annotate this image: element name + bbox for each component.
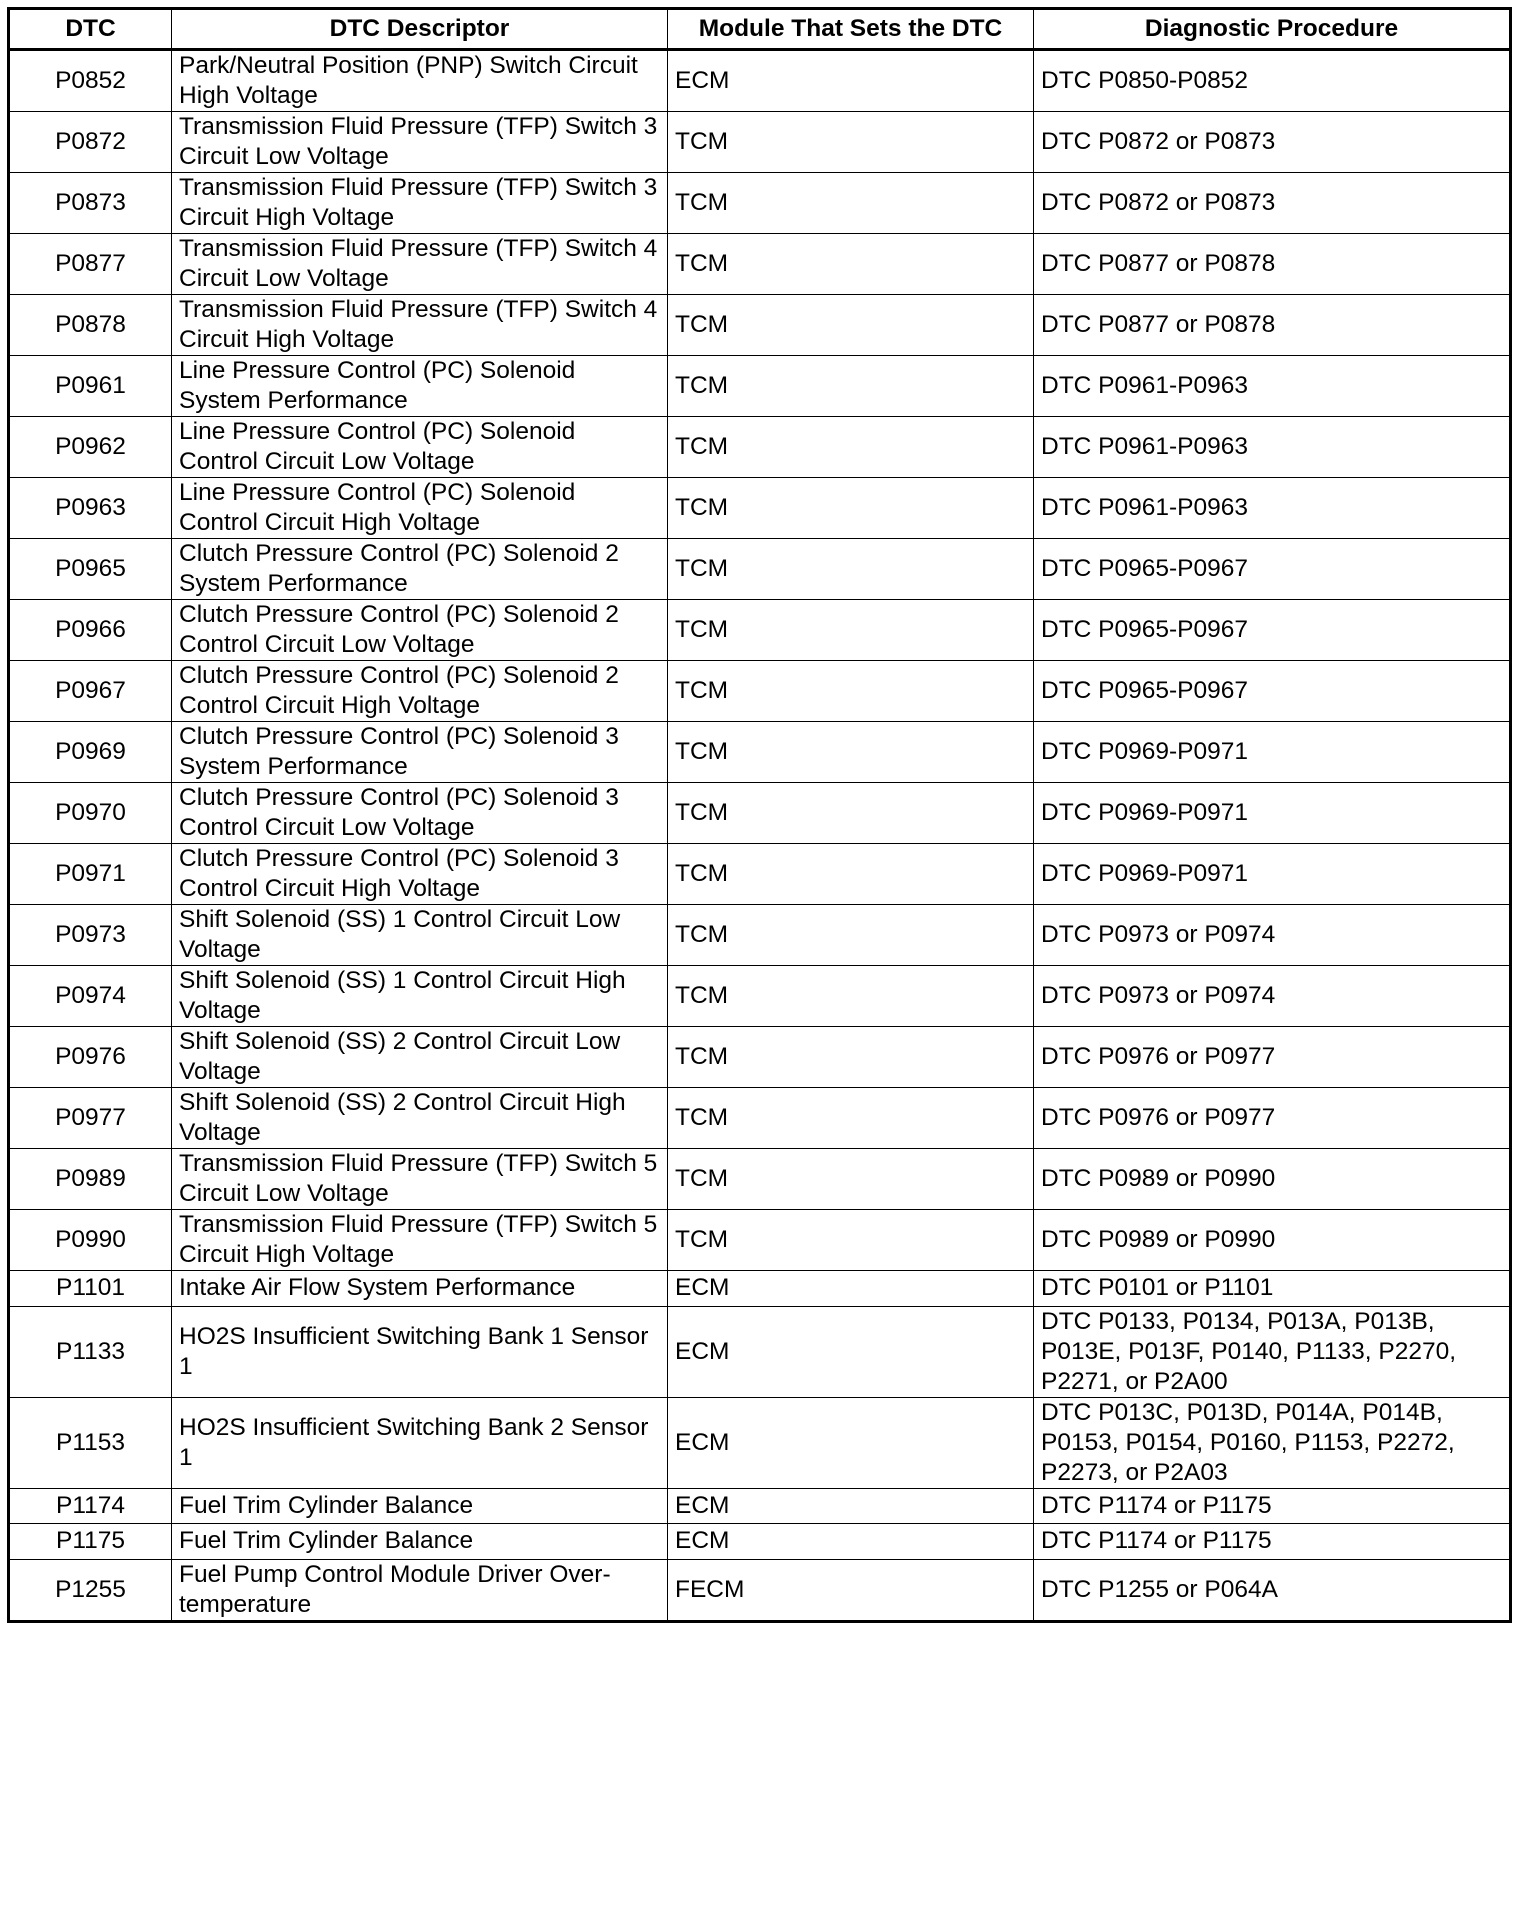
header-dtc: DTC: [9, 9, 172, 50]
table-row: [9, 356, 1511, 417]
module-cell: ECM: [668, 1488, 1034, 1524]
table-row: [9, 844, 1511, 905]
diagnostic-procedure-cell: DTC P0969-P0971: [1034, 844, 1511, 905]
dtc-descriptor-cell: Line Pressure Control (PC) Solenoid Control Circuit Low Voltage: [172, 417, 668, 478]
table-header: [9, 9, 1511, 50]
table-row: [9, 966, 1511, 1027]
dtc-descriptor-cell: Line Pressure Control (PC) Solenoid Control Circuit High Voltage: [172, 478, 668, 539]
dtc-code-cell: P0967: [9, 661, 172, 722]
module-cell: ECM: [668, 50, 1034, 112]
table-row: [9, 1524, 1511, 1560]
dtc-descriptor-cell: Line Pressure Control (PC) Solenoid System Performance: [172, 356, 668, 417]
diagnostic-procedure-cell: DTC P0133, P0134, P013A, P013B, P013E, P013F, P0140, P1133, P2270, P2271, or P2A00: [1034, 1306, 1511, 1397]
dtc-descriptor-cell: Fuel Trim Cylinder Balance: [172, 1488, 668, 1524]
module-cell: TCM: [668, 905, 1034, 966]
module-cell: ECM: [668, 1271, 1034, 1307]
diagnostic-procedure-cell: DTC P1255 or P064A: [1034, 1559, 1511, 1621]
dtc-descriptor-cell: Clutch Pressure Control (PC) Solenoid 2 System Performance: [172, 539, 668, 600]
dtc-descriptor-cell: HO2S Insufficient Switching Bank 1 Sensor 1: [172, 1306, 668, 1397]
dtc-code-cell: P0970: [9, 783, 172, 844]
header-row: [9, 9, 1511, 50]
table-row: [9, 173, 1511, 234]
table-row: [9, 539, 1511, 600]
dtc-code-cell: P1175: [9, 1524, 172, 1560]
diagnostic-procedure-cell: DTC P1174 or P1175: [1034, 1524, 1511, 1560]
dtc-descriptor-cell: Shift Solenoid (SS) 2 Control Circuit High Voltage: [172, 1088, 668, 1149]
table-row: [9, 722, 1511, 783]
dtc-code-cell: P1255: [9, 1559, 172, 1621]
table-row: [9, 478, 1511, 539]
dtc-descriptor-cell: Transmission Fluid Pressure (TFP) Switch 5 Circuit High Voltage: [172, 1210, 668, 1271]
dtc-code-cell: P1174: [9, 1488, 172, 1524]
dtc-code-cell: P0990: [9, 1210, 172, 1271]
dtc-code-cell: P0872: [9, 112, 172, 173]
dtc-code-cell: P0977: [9, 1088, 172, 1149]
module-cell: TCM: [668, 295, 1034, 356]
dtc-code-cell: P0969: [9, 722, 172, 783]
dtc-code-cell: P1153: [9, 1397, 172, 1488]
table-row: [9, 1271, 1511, 1307]
dtc-code-cell: P0965: [9, 539, 172, 600]
diagnostic-procedure-cell: DTC P0101 or P1101: [1034, 1271, 1511, 1307]
table-row: [9, 1559, 1511, 1621]
diagnostic-procedure-cell: DTC P0965-P0967: [1034, 600, 1511, 661]
header-descriptor: DTC Descriptor: [172, 9, 668, 50]
diagnostic-procedure-cell: DTC P0976 or P0977: [1034, 1027, 1511, 1088]
dtc-code-cell: P0873: [9, 173, 172, 234]
diagnostic-procedure-cell: DTC P0969-P0971: [1034, 722, 1511, 783]
dtc-descriptor-cell: Clutch Pressure Control (PC) Solenoid 2 Control Circuit High Voltage: [172, 661, 668, 722]
dtc-descriptor-cell: Transmission Fluid Pressure (TFP) Switch 4 Circuit High Voltage: [172, 295, 668, 356]
table-row: [9, 1306, 1511, 1397]
dtc-code-cell: P1101: [9, 1271, 172, 1307]
diagnostic-procedure-cell: DTC P0989 or P0990: [1034, 1210, 1511, 1271]
diagnostic-procedure-cell: DTC P0965-P0967: [1034, 661, 1511, 722]
module-cell: TCM: [668, 966, 1034, 1027]
table-row: [9, 1397, 1511, 1488]
dtc-code-cell: P0961: [9, 356, 172, 417]
diagnostic-procedure-cell: DTC P0973 or P0974: [1034, 905, 1511, 966]
diagnostic-procedure-cell: DTC P0961-P0963: [1034, 478, 1511, 539]
table-row: [9, 1088, 1511, 1149]
module-cell: FECM: [668, 1559, 1034, 1621]
dtc-table: [7, 7, 1512, 1623]
table-row: [9, 295, 1511, 356]
header-module: Module That Sets the DTC: [668, 9, 1034, 50]
diagnostic-procedure-cell: DTC P0976 or P0977: [1034, 1088, 1511, 1149]
dtc-code-cell: P0973: [9, 905, 172, 966]
dtc-code-cell: P0974: [9, 966, 172, 1027]
module-cell: TCM: [668, 112, 1034, 173]
module-cell: TCM: [668, 1088, 1034, 1149]
module-cell: TCM: [668, 1149, 1034, 1210]
diagnostic-procedure-cell: DTC P013C, P013D, P014A, P014B, P0153, P0154, P0160, P1153, P2272, P2273, or P2A03: [1034, 1397, 1511, 1488]
dtc-descriptor-cell: Fuel Pump Control Module Driver Over-temperature: [172, 1559, 668, 1621]
dtc-descriptor-cell: Clutch Pressure Control (PC) Solenoid 2 Control Circuit Low Voltage: [172, 600, 668, 661]
table-row: [9, 1027, 1511, 1088]
dtc-code-cell: P0963: [9, 478, 172, 539]
dtc-code-cell: P0962: [9, 417, 172, 478]
dtc-code-cell: P0989: [9, 1149, 172, 1210]
table-body: [9, 50, 1511, 1622]
dtc-descriptor-cell: Clutch Pressure Control (PC) Solenoid 3 Control Circuit High Voltage: [172, 844, 668, 905]
diagnostic-procedure-cell: DTC P0850-P0852: [1034, 50, 1511, 112]
diagnostic-procedure-cell: DTC P0965-P0967: [1034, 539, 1511, 600]
table-row: [9, 417, 1511, 478]
dtc-code-cell: P0852: [9, 50, 172, 112]
dtc-code-cell: P0877: [9, 234, 172, 295]
diagnostic-procedure-cell: DTC P0973 or P0974: [1034, 966, 1511, 1027]
table-row: [9, 600, 1511, 661]
header-procedure: Diagnostic Procedure: [1034, 9, 1511, 50]
dtc-code-cell: P0971: [9, 844, 172, 905]
table-row: [9, 112, 1511, 173]
module-cell: ECM: [668, 1306, 1034, 1397]
dtc-descriptor-cell: Shift Solenoid (SS) 1 Control Circuit Low Voltage: [172, 905, 668, 966]
module-cell: ECM: [668, 1397, 1034, 1488]
diagnostic-procedure-cell: DTC P0969-P0971: [1034, 783, 1511, 844]
module-cell: TCM: [668, 478, 1034, 539]
dtc-descriptor-cell: Clutch Pressure Control (PC) Solenoid 3 Control Circuit Low Voltage: [172, 783, 668, 844]
module-cell: ECM: [668, 1524, 1034, 1560]
diagnostic-procedure-cell: DTC P0872 or P0873: [1034, 173, 1511, 234]
dtc-descriptor-cell: Shift Solenoid (SS) 2 Control Circuit Low Voltage: [172, 1027, 668, 1088]
dtc-descriptor-cell: HO2S Insufficient Switching Bank 2 Sensor 1: [172, 1397, 668, 1488]
module-cell: TCM: [668, 1027, 1034, 1088]
table-row: [9, 905, 1511, 966]
module-cell: TCM: [668, 783, 1034, 844]
diagnostic-procedure-cell: DTC P0877 or P0878: [1034, 234, 1511, 295]
module-cell: TCM: [668, 417, 1034, 478]
dtc-code-cell: P0878: [9, 295, 172, 356]
dtc-descriptor-cell: Fuel Trim Cylinder Balance: [172, 1524, 668, 1560]
dtc-descriptor-cell: Shift Solenoid (SS) 1 Control Circuit High Voltage: [172, 966, 668, 1027]
dtc-descriptor-cell: Transmission Fluid Pressure (TFP) Switch 3 Circuit Low Voltage: [172, 112, 668, 173]
dtc-code-cell: P0976: [9, 1027, 172, 1088]
module-cell: TCM: [668, 539, 1034, 600]
table-row: [9, 1210, 1511, 1271]
table-row: [9, 1488, 1511, 1524]
table-row: [9, 783, 1511, 844]
module-cell: TCM: [668, 722, 1034, 783]
diagnostic-procedure-cell: DTC P0872 or P0873: [1034, 112, 1511, 173]
diagnostic-procedure-cell: DTC P0877 or P0878: [1034, 295, 1511, 356]
module-cell: TCM: [668, 234, 1034, 295]
table-row: [9, 234, 1511, 295]
table-row: [9, 1149, 1511, 1210]
dtc-descriptor-cell: Park/Neutral Position (PNP) Switch Circuit High Voltage: [172, 50, 668, 112]
module-cell: TCM: [668, 600, 1034, 661]
module-cell: TCM: [668, 173, 1034, 234]
diagnostic-procedure-cell: DTC P1174 or P1175: [1034, 1488, 1511, 1524]
dtc-descriptor-cell: Transmission Fluid Pressure (TFP) Switch 4 Circuit Low Voltage: [172, 234, 668, 295]
diagnostic-procedure-cell: DTC P0961-P0963: [1034, 356, 1511, 417]
table-row: [9, 661, 1511, 722]
dtc-descriptor-cell: Clutch Pressure Control (PC) Solenoid 3 System Performance: [172, 722, 668, 783]
dtc-descriptor-cell: Transmission Fluid Pressure (TFP) Switch 3 Circuit High Voltage: [172, 173, 668, 234]
table-row: [9, 50, 1511, 112]
diagnostic-procedure-cell: DTC P0961-P0963: [1034, 417, 1511, 478]
diagnostic-procedure-cell: DTC P0989 or P0990: [1034, 1149, 1511, 1210]
module-cell: TCM: [668, 1210, 1034, 1271]
dtc-descriptor-cell: Intake Air Flow System Performance: [172, 1271, 668, 1307]
dtc-code-cell: P0966: [9, 600, 172, 661]
dtc-descriptor-cell: Transmission Fluid Pressure (TFP) Switch 5 Circuit Low Voltage: [172, 1149, 668, 1210]
dtc-code-cell: P1133: [9, 1306, 172, 1397]
module-cell: TCM: [668, 661, 1034, 722]
module-cell: TCM: [668, 844, 1034, 905]
module-cell: TCM: [668, 356, 1034, 417]
